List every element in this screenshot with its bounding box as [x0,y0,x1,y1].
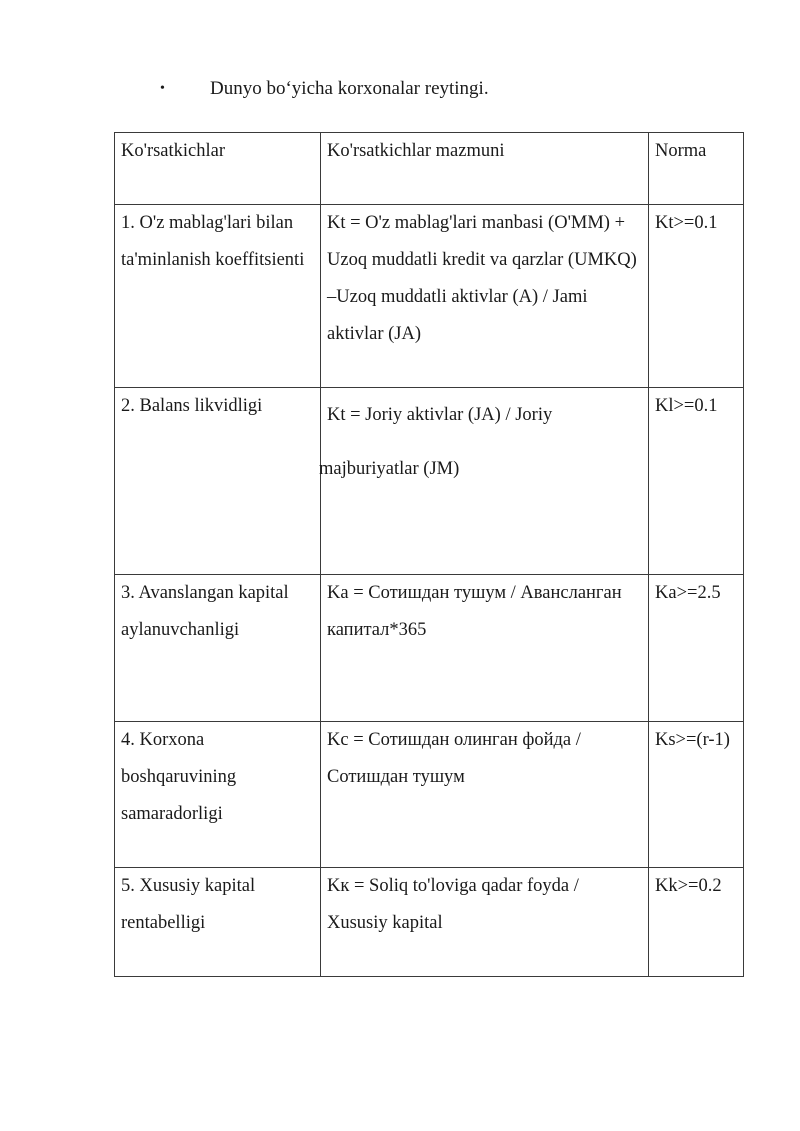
table-header-row [115,133,744,205]
indicator-cell: 1. O'z mablag'lari bilan ta'minlanish koeffitsienti [115,205,321,388]
norm-cell: Ka>=2.5 [649,575,744,722]
content-cell [321,388,649,575]
norm-cell: Kk>=0.2 [649,868,744,977]
indicators-table [114,132,744,977]
table-row [115,575,744,722]
content-cell: Kк = Soliq to'loviga qadar foyda / Xususiy kapital [321,868,649,977]
indicator-cell: 3. Avanslangan kapital aylanuvchanligi [115,575,321,722]
content-cell: Kt = O'z mablag'lari manbasi (O'MM) + Uzoq muddatli kredit va qarzlar (UMKQ) –Uzoq muddatli aktivlar (A) / Jami aktivlar (JA) [321,205,649,388]
content-line: Kt = Joriy aktivlar (JA) / Joriy [327,405,553,425]
header-content: Ko'rsatkichlar mazmuni [321,133,649,205]
norm-cell: Kl>=0.1 [649,388,744,575]
table-row [115,388,744,575]
indicator-cell: 2. Balans likvidligi [115,388,321,575]
header-indicators: Ko'rsatkichlar [115,133,321,205]
table-row [115,868,744,977]
content-line: majburiyatlar (JM) [319,459,460,479]
table-row [115,205,744,388]
indicator-cell: 4. Korxona boshqaruvining samaradorligi [115,722,321,868]
norm-cell: Kt>=0.1 [649,205,744,388]
content-cell: Kc = Сотишдан олинган фойда / Сотишдан тушум [321,722,649,868]
norm-cell: Ks>=(r-1) [649,722,744,868]
content-cell: Ka = Сотишдан тушум / Авансланган капитал*365 [321,575,649,722]
indicator-cell: 5. Xususiy kapital rentabelligi [115,868,321,977]
table-row [115,722,744,868]
heading-text: Dunyo bo‘yicha korxonalar reytingi. [210,78,489,99]
bullet-marker: • [160,81,165,96]
header-norm: Norma [649,133,744,205]
